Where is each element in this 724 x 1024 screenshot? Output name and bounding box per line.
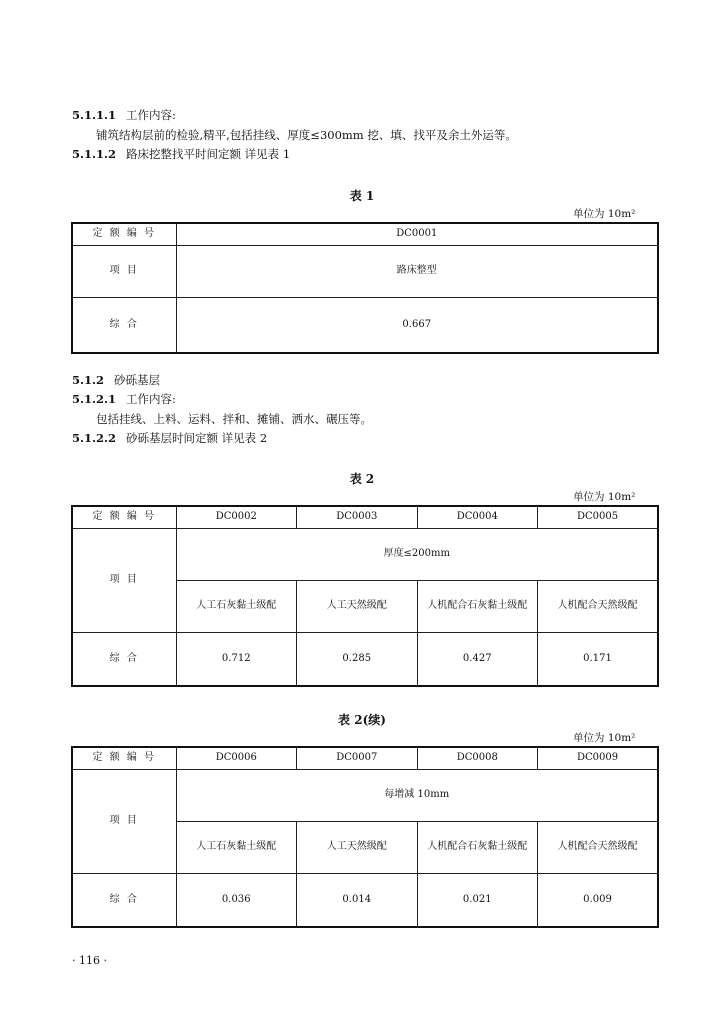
table1-unit: 单位为 10m² [573, 208, 636, 220]
total-cell: 0.427 [417, 632, 538, 686]
section-number: 5.1.1.1 [72, 108, 117, 122]
total-cell: 0.712 [176, 632, 297, 686]
code-cell: DC0006 [176, 747, 297, 769]
section-number: 5.1.2.2 [72, 431, 117, 445]
heading-5-1-2 [72, 372, 160, 388]
code-cell: DC0004 [417, 506, 538, 528]
page-number: · 116 · [72, 954, 107, 967]
heading-5-1-2-2 [72, 430, 267, 446]
mix-cell: 人机配合天然级配 [538, 821, 659, 873]
paragraph-work-content-1: 铺筑结构层前的检验,精平,包括挂线、厚度≤300mm 挖、填、找平及余土外运等。 [96, 128, 517, 142]
table2b-caption: 表 2(续) [338, 713, 386, 727]
mix-cell: 人工天然级配 [297, 821, 418, 873]
spec-cell: 每增减 10mm [176, 769, 658, 821]
table-row [72, 297, 658, 353]
table2 [71, 505, 659, 687]
paragraph-work-content-2: 包括挂线、上料、运料、拌和、摊铺、洒水、碾压等。 [96, 412, 372, 426]
code-cell: DC0003 [297, 506, 418, 528]
table-row [72, 506, 658, 528]
section-number: 5.1.1.2 [72, 147, 117, 161]
total-label: 综 合 [72, 297, 176, 353]
heading-5-1-1-1 [72, 107, 176, 123]
code-cell: DC0007 [297, 747, 418, 769]
section-number: 5.1.2.1 [72, 392, 117, 406]
table2-continued [71, 746, 659, 928]
table-row [72, 747, 658, 769]
code-cell: DC0001 [176, 223, 658, 245]
total-cell: 0.171 [538, 632, 659, 686]
mix-cell: 人机配合天然级配 [538, 580, 659, 632]
code-cell: DC0008 [417, 747, 538, 769]
item-label: 项 目 [72, 528, 176, 632]
section-title: 工作内容: [126, 108, 176, 122]
item-label: 项 目 [72, 769, 176, 873]
code-cell: DC0002 [176, 506, 297, 528]
table-row [72, 528, 658, 580]
table2-unit: 单位为 10m² [573, 491, 636, 503]
mix-cell: 人机配合石灰黏土级配 [417, 580, 538, 632]
total-cell: 0.667 [176, 297, 658, 353]
heading-5-1-1-2 [72, 146, 290, 162]
total-cell: 0.036 [176, 873, 297, 927]
total-cell: 0.014 [297, 873, 418, 927]
spec-cell: 厚度≤200mm [176, 528, 658, 580]
total-label: 综 合 [72, 873, 176, 927]
code-label: 定 额 编 号 [72, 223, 176, 245]
table1 [71, 222, 659, 354]
table-row [72, 769, 658, 821]
code-label: 定 额 编 号 [72, 506, 176, 528]
table-row [72, 632, 658, 686]
mix-cell: 人机配合石灰黏土级配 [417, 821, 538, 873]
table-row [72, 245, 658, 297]
mix-cell: 人工石灰黏土级配 [176, 580, 297, 632]
code-cell: DC0005 [538, 506, 659, 528]
table2-caption: 表 2 [349, 472, 375, 486]
code-label: 定 额 编 号 [72, 747, 176, 769]
item-cell: 路床整型 [176, 245, 658, 297]
code-cell: DC0009 [538, 747, 659, 769]
table1-caption: 表 1 [349, 189, 375, 203]
section-title: 路床挖整找平时间定额 详见表 1 [126, 147, 291, 161]
table2b-unit: 单位为 10m² [573, 732, 636, 744]
mix-cell: 人工天然级配 [297, 580, 418, 632]
item-label: 项 目 [72, 245, 176, 297]
section-title: 砂砾基层时间定额 详见表 2 [126, 431, 268, 445]
heading-5-1-2-1 [72, 391, 176, 407]
table-row [72, 223, 658, 245]
mix-cell: 人工石灰黏土级配 [176, 821, 297, 873]
section-title: 砂砾基层 [114, 373, 161, 387]
section-number: 5.1.2 [72, 373, 105, 387]
total-cell: 0.285 [297, 632, 418, 686]
table-row [72, 873, 658, 927]
section-title: 工作内容: [126, 392, 176, 406]
total-cell: 0.021 [417, 873, 538, 927]
total-label: 综 合 [72, 632, 176, 686]
total-cell: 0.009 [538, 873, 659, 927]
